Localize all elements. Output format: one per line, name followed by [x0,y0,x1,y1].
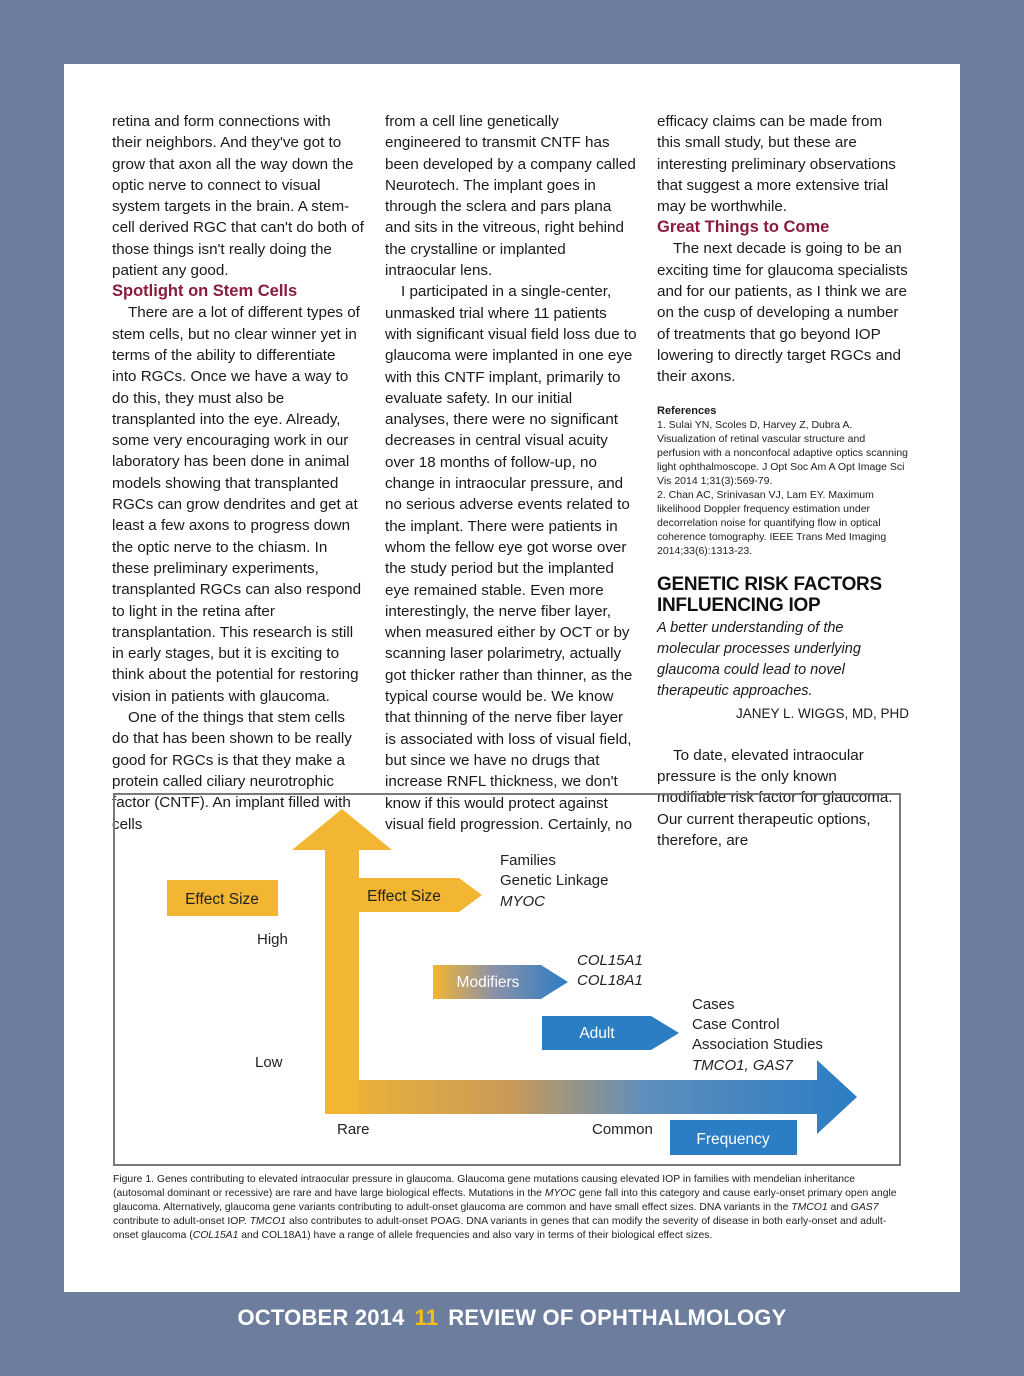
section-heading: Spotlight on Stem Cells [112,282,298,301]
common-label: Common [592,1121,653,1138]
tmco1-gas7-text: TMCO1, GAS7 [692,1057,793,1074]
references-heading: References [657,404,717,417]
effect-size-arrow-label: Effect Size [367,888,441,905]
cases-text: Cases [692,996,735,1013]
paragraph: One of the things that stem cells do that has been shown to be really good for RGCs is that they make a protein called ciliary neurotrophic factor (CNTF). An implant filled with cells [112,709,352,833]
caption-text: also contributes to adult-onset POAG. DNA variants in genes that can modify the severity of disease in both early-onset and adult-onset glaucoma ( [113,1216,887,1241]
caption-text: contribute to adult-onset IOP. [113,1216,250,1227]
section-heading: Great Things to Come [657,218,830,237]
caption-text: and COL18A1) have a range of allele frequencies and also vary in terms of their biological effect sizes. [238,1230,713,1241]
paragraph: There are a lot of different types of stem cells, but no clear winner yet in terms of the ability to differentiate into RGCs. Once we have a way to do this, they must also be transplanted into the eye. Already, some very encouraging work in our laboratory has been done in animal models showing that transplanted RGCs can grow dendrites and get at least a few axons to progress down the optic nerve to the chiasm. In these preliminary experiments, transplanted RGCs can also respond to light in the retina after transplantation. This research is still in early stages, but it is exciting to think about the potential for restoring vision in patients with glaucoma. [112,304,362,705]
low-label: Low [255,1054,283,1071]
caption-gene: GAS7 [850,1202,879,1213]
association-studies-text: Association Studies [692,1036,823,1053]
high-label: High [257,931,288,948]
frequency-label: Frequency [696,1131,770,1148]
paragraph: retina and form connections with their neighbors. And they've got to grow that axon all the way down the optic nerve to connect to visual system targets in the brain. A stem-cell derived RGC that can't do both of those things isn't really doing the patient any good. [112,113,364,280]
byline: JANEY L. WIGGS, MD, PHD [735,705,909,721]
footer-magazine: REVIEW OF OPHTHALMOLOGY [448,1305,787,1330]
paragraph: efficacy claims can be made from this small study, but these are interesting preliminary observations that suggest a more extensive trial may be worthwhile. [657,113,896,216]
figure-diagram [115,795,899,1164]
adult-label: Adult [579,1025,615,1042]
figure-caption [113,1173,903,1243]
column-1 [112,111,364,835]
column-3 [657,111,909,851]
caption-gene: TMCO1 [249,1216,287,1227]
footer-page-number: 11 [414,1305,439,1330]
footer-text [0,1305,1024,1331]
caption-gene: MYOC [544,1188,577,1199]
caption-text: gene fall into this category and cause early-onset primary open angle glaucoma. Alternatively, glaucoma gene variants contributing to adult-onset glaucoma are common and have small effect sizes. DNA variants in the [113,1188,897,1213]
caption-gene: COL15A1 [192,1230,239,1241]
effect-size-label: Effect Size [185,891,259,908]
reference-2: 2. Chan AC, Srinivasan VJ, Lam EY. Maximum likelihood Doppler frequency estimation under decorrelation noise for quantifying flow in optical coherence tomography. IEEE Trans Med Imaging 2014;33(6):1313-23. [657,488,887,557]
rare-label: Rare [337,1121,370,1138]
footer-date: OCTOBER 2014 [237,1305,405,1330]
article-title: GENETIC RISK FACTORS INFLUENCING IOP [657,573,882,616]
families-text: Families [500,852,556,869]
case-control-text: Case Control [692,1016,780,1033]
caption-text: Figure 1. Genes contributing to elevated intraocular pressure in glaucoma. Glaucoma gene mutations causing elevated IOP in families with mendelian inheritance (autosomal dominant or recessive) are rare and have large biological effects. Mutations in the [113,1174,855,1199]
caption-text: and [827,1202,851,1213]
article-deck: A better understanding of the molecular processes underlying glaucoma could lead to novel therapeutic approaches. [657,619,861,700]
col18a1-text: COL18A1 [577,972,643,989]
col15a1-text: COL15A1 [577,952,643,969]
genetic-linkage-text: Genetic Linkage [500,872,609,889]
effect-size-axis-arrow [292,809,392,1114]
caption-gene: TMCO1 [791,1202,828,1213]
myoc-text: MYOC [500,893,545,910]
paragraph: from a cell line genetically engineered to transmit CNTF has been developed by a company called Neurotech. The implant goes in through the sclera and pars plana and sits in the vitreous, right behind the crystalline or implanted intraocular lens. [385,113,636,280]
paragraph: The next decade is going to be an exciting time for glaucoma specialists and for our patients, as I think we are on the cusp of developing a number of treatments that go beyond IOP lowering to directly target RGCs and their axons. [657,240,908,386]
column-2 [385,111,637,835]
modifiers-label: Modifiers [456,974,520,991]
figure-1 [113,793,901,1166]
paragraph: To date, elevated intraocular pressure is the only known modifiable risk factor for glaucoma. Our current therapeutic options, therefore, are [657,746,893,849]
paragraph: I participated in a single-center, unmasked trial where 11 patients with significant visual field loss due to glaucoma were implanted in one eye with this CNTF implant, primarily to evaluate safety. In our initial analyses, there were no significant decreases in central visual acuity over 18 months of follow-up, no change in intraocular pressure, and no serious adverse events related to the implant. There were patients in whom the fellow eye got worse over the study period but the implanted eye remained stable. Even more interestingly, the nerve fiber layer, when measured either by OCT or by scanning laser polarimetry, actually got thicker rather than thinner, as the typical course would be. We know that thinning of the nerve fiber layer is associated with loss of visual field, but since we have no drugs that increase RNFL thickness, we don't know if this would protect against visual field progression. Certainly, no [385,283,637,833]
reference-1: 1. Sulai YN, Scoles D, Harvey Z, Dubra A. Visualization of retinal vascular structure and perfusion with a nonconfocal adaptive optics scanning light ophthalmoscope. J Opt Soc Am A Opt Image Sci Vis 2014 1;31(3):569-79. [657,418,908,487]
